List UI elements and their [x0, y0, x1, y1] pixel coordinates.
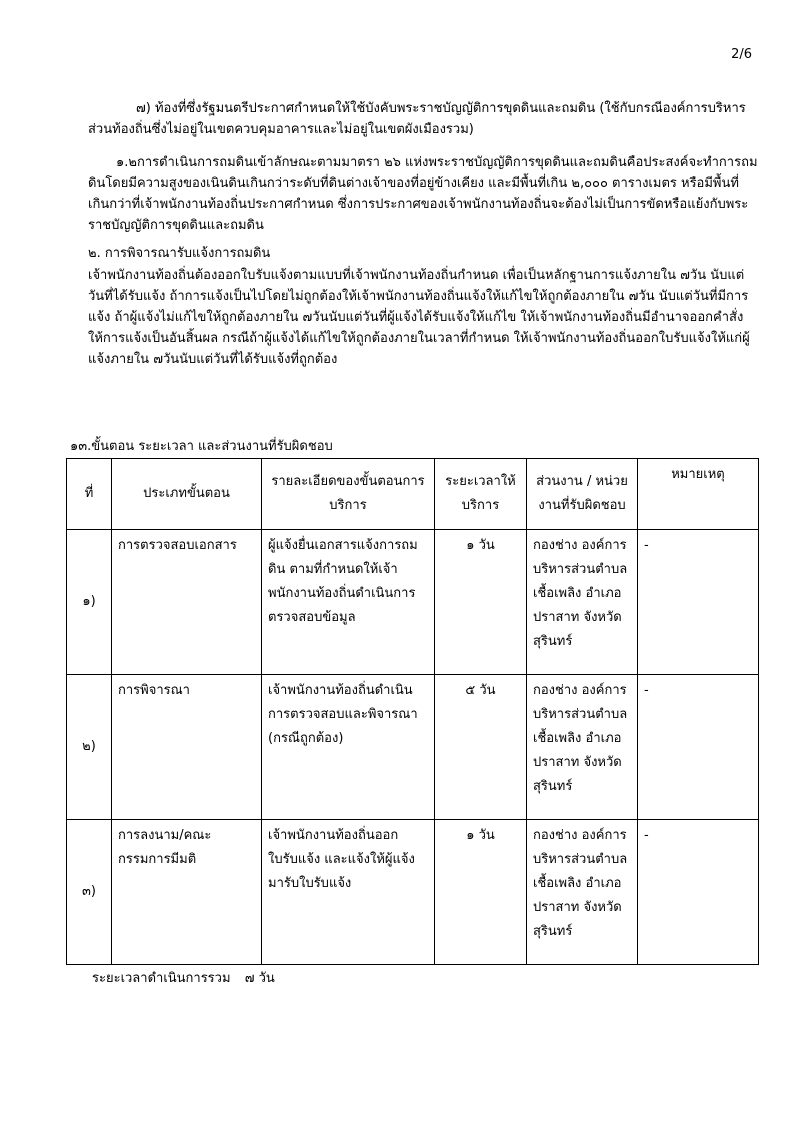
- cell-step-type: การลงนาม/คณะกรรมการมีมติ: [112, 820, 262, 965]
- paragraph-text: ๗) ท้องที่ซึ่งรัฐมนตรีประกาศกำหนดให้ใช้บังคับพระราชบัญญัติการขุดดินและถมดิน (ใช้กับกรณีองค์การบริหารส่วนท้องถิ่นซึ่งไม่อยู่ในเขตควบคุมอาคารและไม่อยู่ในเขตผังเมืองรวม): [88, 101, 746, 137]
- header-step-type: ประเภทขั้นตอน: [112, 459, 262, 530]
- cell-time: ๕ วัน: [435, 675, 527, 820]
- cell-no: ๑): [67, 530, 112, 675]
- table-header-row: [67, 459, 759, 530]
- paragraph-notification-process: [88, 265, 758, 370]
- total-duration: [92, 968, 275, 989]
- cell-step-type: การพิจารณา: [112, 675, 262, 820]
- paragraph-local-area: [88, 98, 758, 140]
- cell-remark: -: [638, 820, 759, 965]
- cell-step-type: การตรวจสอบเอกสาร: [112, 530, 262, 675]
- table-row: [67, 675, 759, 820]
- steps-table: [66, 458, 759, 965]
- paragraph-text: ๑.๒การดำเนินการถมดินเข้าลักษณะตามมาตรา ๒๖ แห่งพระราชบัญญัติการขุดดินและถมดินคือประสงค์จะทำการถมดินโดยมีความสูงของเนินดินเกินกว่าระดับที่ดินต่างเจ้าของที่อยู่ข้างเคียง และมีพื้นที่เกิน ๒,๐๐๐ ตารางเมตร หรือมีพื้นที่เกินกว่าที่เจ้าพนักงานท้องถิ่นประกาศกำหนด ซึ่งการประกาศของเจ้าพนักงานท้องถิ่นจะต้องไม่เป็นการขัดหรือแย้งกับพระราชบัญญัติการขุดดินและถมดิน: [88, 155, 758, 233]
- header-responsible-unit: ส่วนงาน / หน่วยงานที่รับผิดชอบ: [527, 459, 638, 530]
- page-number: 2/6: [731, 47, 752, 62]
- cell-remark: -: [638, 675, 759, 820]
- cell-no: ๓): [67, 820, 112, 965]
- section-title: ๑๓.ขั้นตอน ระยะเวลา และส่วนงานที่รับผิดชอบ: [70, 439, 333, 454]
- cell-no: ๒): [67, 675, 112, 820]
- cell-detail: เจ้าพนักงานท้องถิ่นออกใบรับแจ้ง และแจ้งให้ผู้แจ้งมารับใบรับแจ้ง: [262, 820, 435, 965]
- total-duration-value: ๗ วัน: [244, 971, 275, 986]
- total-duration-label: ระยะเวลาดำเนินการรวม: [92, 971, 231, 986]
- cell-time: ๑ วัน: [435, 820, 527, 965]
- cell-responsible-unit: กองช่าง องค์การบริหารส่วนตำบลเชื้อเพลิง อำเภอปราสาท จังหวัดสุรินทร์: [527, 530, 638, 675]
- cell-detail: ผู้แจ้งยื่นเอกสารแจ้งการถมดิน ตามที่กำหนดให้เจ้าพนักงานท้องถิ่นดำเนินการตรวจสอบข้อมูล: [262, 530, 435, 675]
- cell-time: ๑ วัน: [435, 530, 527, 675]
- table-row: [67, 820, 759, 965]
- section-heading-consideration: [88, 243, 758, 264]
- header-no: ที่: [67, 459, 112, 530]
- table-row: [67, 530, 759, 675]
- cell-responsible-unit: กองช่าง องค์การบริหารส่วนตำบลเชื้อเพลิง อำเภอปราสาท จังหวัดสุรินทร์: [527, 675, 638, 820]
- cell-responsible-unit: กองช่าง องค์การบริหารส่วนตำบลเชื้อเพลิง อำเภอปราสาท จังหวัดสุรินทร์: [527, 820, 638, 965]
- cell-detail: เจ้าพนักงานท้องถิ่นดำเนินการตรวจสอบและพิจารณา (กรณีถูกต้อง): [262, 675, 435, 820]
- header-remark: หมายเหตุ: [638, 459, 759, 530]
- header-time: ระยะเวลาให้บริการ: [435, 459, 527, 530]
- header-detail: รายละเอียดของขั้นตอนการบริการ: [262, 459, 435, 530]
- heading-text: ๒. การพิจารณารับแจ้งการถมดิน: [88, 246, 271, 261]
- paragraph-text: เจ้าพนักงานท้องถิ่นต้องออกใบรับแจ้งตามแบบที่เจ้าพนักงานท้องถิ่นกำหนด เพื่อเป็นหลักฐานการแจ้งภายใน ๗วัน นับแต่วันที่ได้รับแจ้ง ถ้าการแจ้งเป็นไปโดยไม่ถูกต้องให้เจ้าพนักงานท้องถิ่นแจ้งให้แก้ไขให้ถูกต้องภายใน ๗วัน นับแต่วันที่มีการแจ้ง ถ้าผู้แจ้งไม่แก้ไขให้ถูกต้องภายใน ๗วันนับแต่วันที่ผู้แจ้งได้รับแจ้งให้แก้ไข ให้เจ้าพนักงานท้องถิ่นมีอำนาจออกคำสั่งให้การแจ้งเป็นอันสิ้นผล กรณีถ้าผู้แจ้งได้แก้ไขให้ถูกต้องภายในเวลาที่กำหนด ให้เจ้าพนักงานท้องถิ่นออกใบรับแจ้งให้แก่ผู้แจ้งภายใน ๗วันนับแต่วันที่ได้รับแจ้งที่ถูกต้อง: [88, 268, 750, 367]
- paragraph-filling-criteria: [88, 152, 758, 236]
- cell-remark: -: [638, 530, 759, 675]
